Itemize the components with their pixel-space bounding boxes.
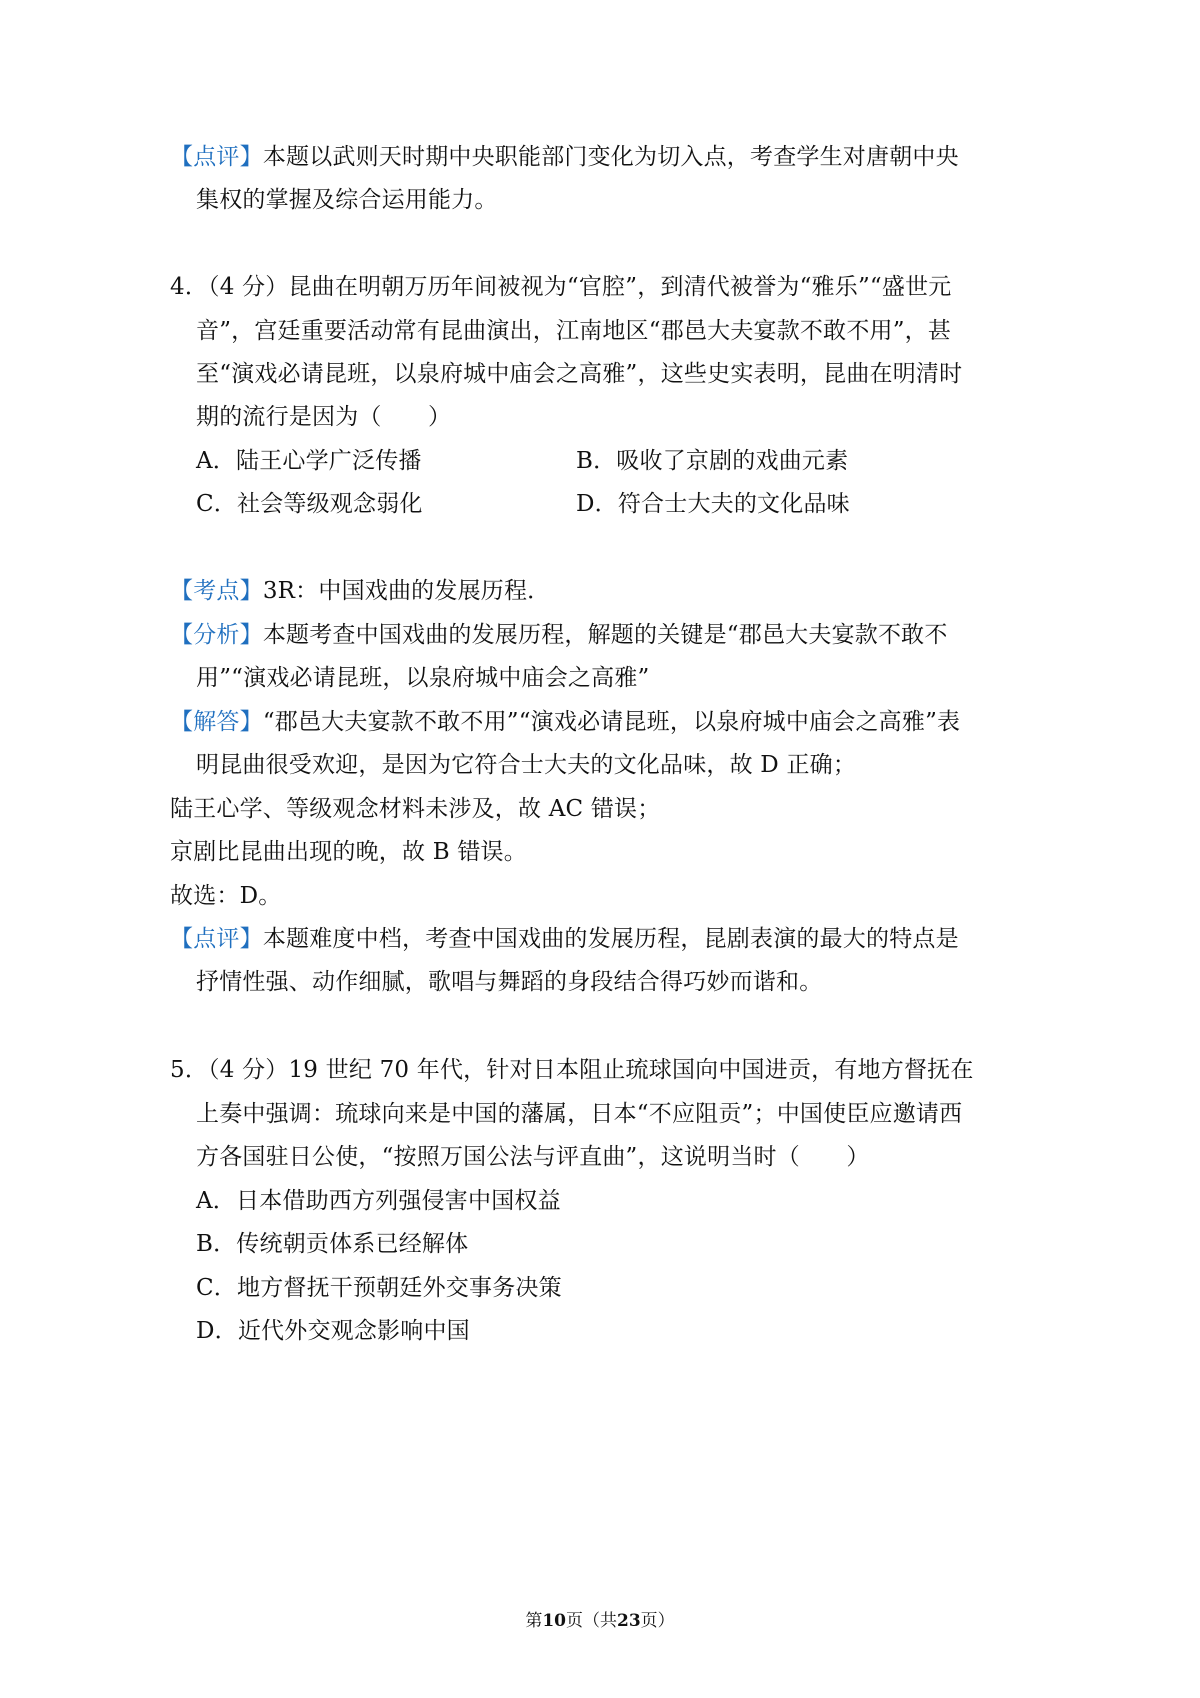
page-footer (0, 1609, 1200, 1633)
q4-stem-line-3: 至“演戏必请昆班，以泉府城中庙会之高雅”，这些史实表明，昆曲在明清时 (196, 361, 963, 387)
footer-suffix: 页） (640, 1611, 675, 1631)
footer-mid: 页（共 (566, 1611, 617, 1631)
fenxi-tag: 【分析】 (170, 622, 263, 648)
q4-jieda-line-2: 明昆曲很受欢迎，是因为它符合士大夫的文化品味，故 D 正确； (196, 752, 857, 778)
dianping-text-1: 本题难度中档，考查中国戏曲的发展历程，昆剧表演的最大的特点是 (262, 926, 959, 952)
q5-option-b: B．传统朝贡体系已经解体 (196, 1231, 469, 1257)
kaodian-text: 3R：中国戏曲的发展历程． (262, 578, 551, 604)
review-tag: 【点评】 (170, 144, 263, 170)
q4-dianping-line-1 (170, 923, 959, 955)
footer-prefix: 第 (525, 1611, 543, 1631)
q4-option-d: D．符合士大夫的文化品味 (576, 491, 850, 517)
page-number: 10 (542, 1611, 566, 1631)
q5-option-a: A．日本借助西方列强侵害中国权益 (196, 1188, 561, 1214)
review-line-2: 集权的掌握及综合运用能力。 (196, 187, 498, 213)
review-text-1: 本题以武则天时期中央职能部门变化为切入点，考查学生对唐朝中央 (262, 144, 959, 170)
q4-option-c: C．社会等级观念弱化 (196, 491, 423, 517)
jieda-tag: 【解答】 (170, 709, 263, 735)
q5-stem-line-3: 方各国驻日公使，“按照万国公法与评直曲”，这说明当时（ ） (196, 1144, 870, 1170)
q4-stem-line-2: 音”，宫廷重要活动常有昆曲演出，江南地区“郡邑大夫宴款不敢不用”，甚 (196, 318, 952, 344)
q5-stem-line-1: 5．（4 分）19 世纪 70 年代，针对日本阻止琉球国向中国进贡，有地方督抚在 (170, 1057, 974, 1083)
q5-option-d: D．近代外交观念影响中国 (196, 1318, 470, 1344)
q5-stem-line-2: 上奏中强调：琉球向来是中国的藩属，日本“不应阻贡”；中国使臣应邀请西 (196, 1101, 963, 1127)
q5-option-c: C．地方督抚干预朝廷外交事务决策 (196, 1275, 562, 1301)
q4-stem-line-1: 4．（4 分）昆曲在明朝万历年间被视为“官腔”，到清代被誉为“雅乐”“盛世元 (170, 274, 952, 300)
kaodian-tag: 【考点】 (170, 578, 263, 604)
jieda-text-1: “郡邑大夫宴款不敢不用”“演戏必请昆班，以泉府城中庙会之高雅”表 (262, 709, 961, 735)
q4-fenxi-line-2: 用”“演戏必请昆班，以泉府城中庙会之高雅” (196, 665, 650, 691)
q4-fenxi-line-1 (170, 619, 948, 651)
q4-stem-line-4: 期的流行是因为（ ） (196, 404, 452, 430)
q4-jieda-line-1 (170, 706, 960, 738)
q4-jieda-line-3: 陆王心学、等级观念材料未涉及，故 AC 错误； (170, 796, 661, 822)
review-line-1 (170, 141, 959, 173)
q4-option-a: A．陆王心学广泛传播 (196, 448, 422, 474)
fenxi-text-1: 本题考查中国戏曲的发展历程，解题的关键是“郡邑大夫宴款不敢不 (262, 622, 948, 648)
page-total: 23 (617, 1611, 641, 1631)
dianping-tag: 【点评】 (170, 926, 263, 952)
q4-kaodian (170, 575, 550, 607)
q4-jieda-line-5: 故选：D。 (170, 883, 282, 909)
q4-jieda-line-4: 京剧比昆曲出现的晚，故 B 错误。 (170, 839, 527, 865)
q4-dianping-line-2: 抒情性强、动作细腻，歌唱与舞蹈的身段结合得巧妙而谐和。 (196, 969, 823, 995)
q4-option-b: B．吸收了京剧的戏曲元素 (576, 448, 849, 474)
